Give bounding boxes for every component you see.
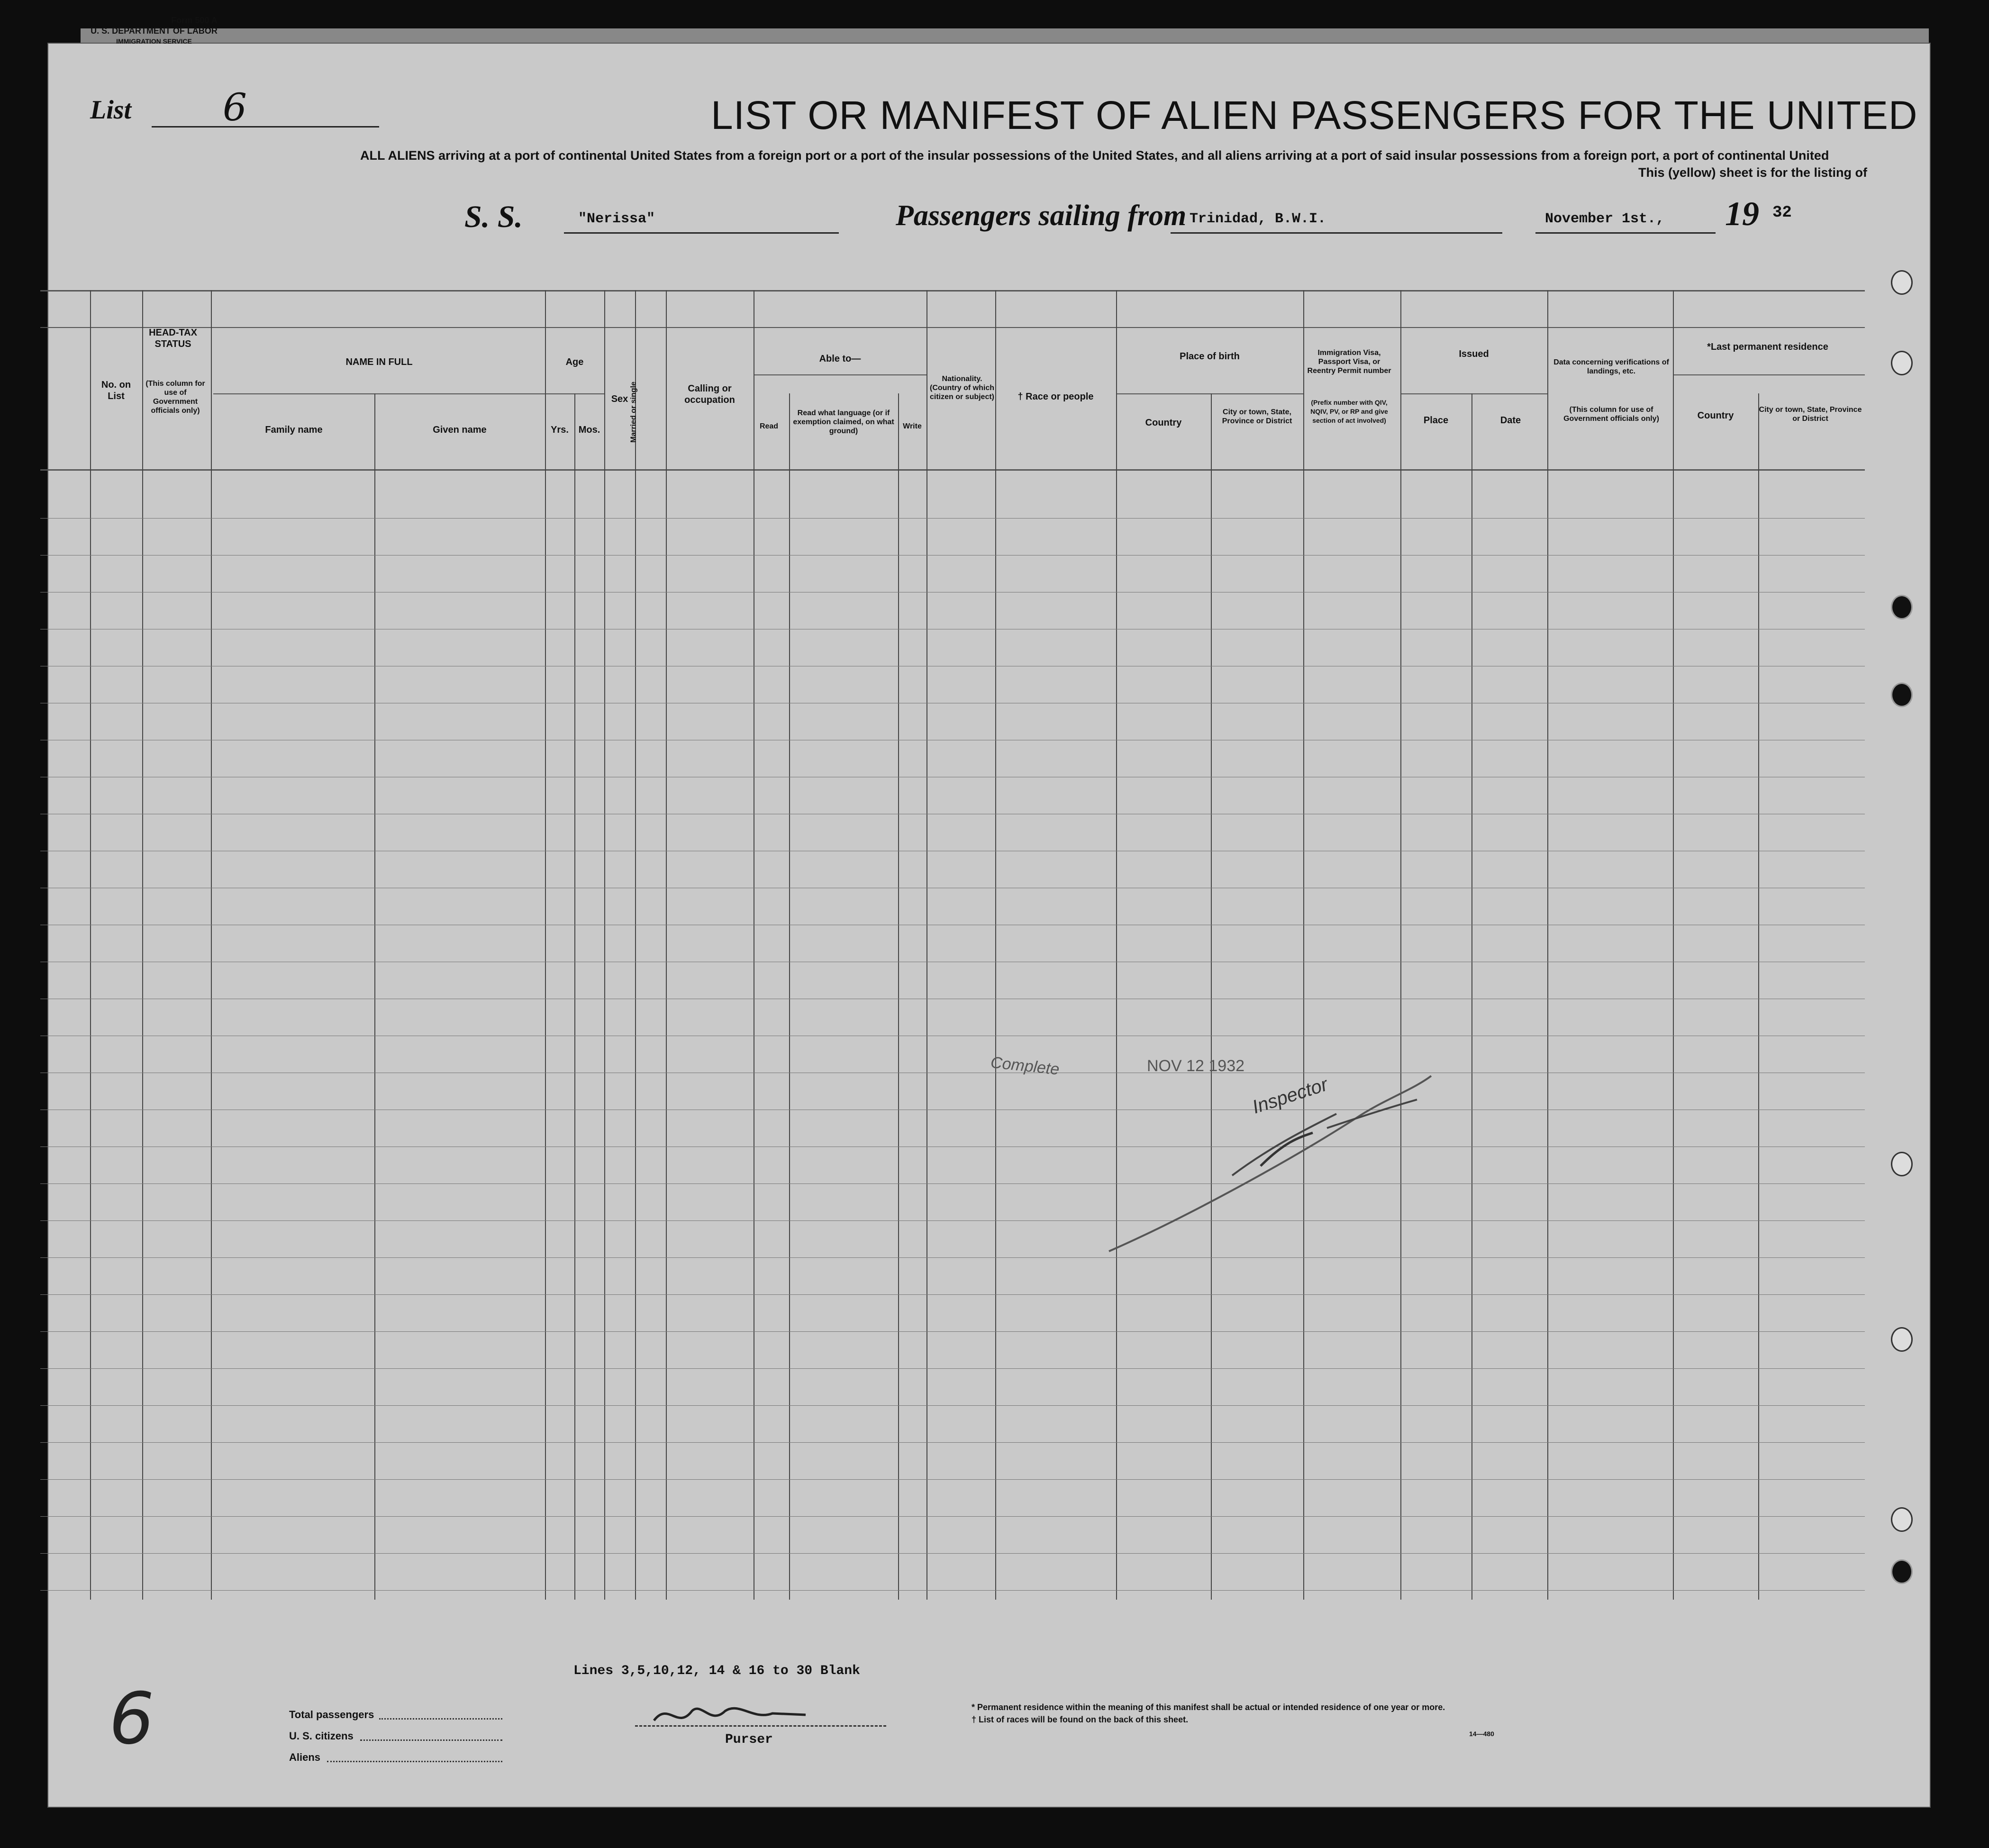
row-rule	[40, 1590, 1865, 1591]
header-visa-note: (Prefix number with QIV, NQIV, PV, or RP and give section of act involved)	[1310, 399, 1388, 424]
column-rule	[1758, 393, 1759, 1600]
column-rule	[374, 393, 375, 1600]
header-read: Read	[759, 422, 779, 430]
row-rule	[40, 1405, 1865, 1406]
header-given-name: Given name	[433, 425, 487, 435]
column-rule	[1547, 290, 1548, 1600]
ship-name: "Nerissa"	[578, 211, 655, 227]
aliens-label: Aliens	[289, 1751, 321, 1763]
punch-hole	[1891, 270, 1913, 295]
department: U. S. DEPARTMENT OF LABOR	[91, 26, 218, 36]
inspector-label: Inspector	[1250, 1074, 1331, 1118]
header-issued-place: Place	[1423, 415, 1449, 426]
header-verifications-note: (This column for use of Government officials only)	[1563, 406, 1659, 423]
header-read-lang: Read what language (or if exemption claimed, on what ground)	[793, 409, 894, 435]
punch-hole	[1891, 683, 1913, 707]
purser-line	[635, 1725, 886, 1727]
total-passengers-dots	[379, 1718, 502, 1720]
subheader-rule	[213, 393, 545, 394]
header-birth-city: City or town, State, Province or District	[1222, 408, 1292, 425]
manifest-sheet	[47, 43, 1931, 1808]
row-rule	[40, 1294, 1865, 1295]
punch-hole	[1891, 351, 1913, 375]
subtitle	[360, 147, 1867, 181]
column-rule	[1211, 393, 1212, 1600]
row-rule	[40, 1553, 1865, 1554]
header-res-city: City or town, State, Province or District	[1759, 406, 1862, 423]
purser-signature	[649, 1692, 848, 1735]
page-title: LIST OR MANIFEST OF ALIEN PASSENGERS FOR THE UNITED	[711, 93, 1918, 137]
ss-label: S. S.	[464, 200, 523, 234]
column-rule	[666, 290, 667, 1600]
header-able-to: Able to—	[819, 354, 861, 364]
header-married: Married or single	[629, 382, 638, 443]
header-place-of-birth: Place of birth	[1180, 351, 1240, 362]
subtitle-line-2: This (yellow) sheet is for the listing of	[1638, 165, 1867, 180]
purser-label: Purser	[725, 1732, 773, 1747]
punch-hole	[1891, 1152, 1913, 1176]
header-age: Age	[565, 357, 584, 367]
row-rule	[40, 1183, 1865, 1184]
header-mos: Mos.	[578, 425, 600, 435]
column-rule	[545, 290, 546, 1600]
complete-note: Complete	[990, 1053, 1061, 1079]
footnote-races: † List of races will be found on the back of this sheet.	[972, 1715, 1189, 1724]
column-rule	[90, 290, 91, 1600]
list-label: List	[90, 95, 132, 125]
row-rule	[40, 1479, 1865, 1480]
column-rule	[926, 290, 927, 1600]
header-issued-date: Date	[1500, 415, 1521, 426]
column-rule	[1303, 290, 1304, 1600]
row-rule	[40, 1257, 1865, 1258]
us-citizens-label: U. S. citizens	[289, 1730, 354, 1742]
punch-hole	[1891, 1507, 1913, 1532]
punch-hole	[1891, 1327, 1913, 1352]
punch-hole	[1891, 1559, 1913, 1584]
header-family-name: Family name	[265, 425, 323, 435]
header-rule	[40, 327, 1865, 328]
header-birth-country: Country	[1145, 418, 1182, 428]
column-rule	[211, 290, 212, 1600]
punch-hole	[1891, 595, 1913, 619]
column-rule	[789, 393, 790, 1600]
blank-lines-note: Lines 3,5,10,12, 14 & 16 to 30 Blank	[573, 1664, 860, 1678]
sailing-from: Trinidad, B.W.I.	[1190, 211, 1326, 227]
header-rule	[40, 469, 1865, 471]
form-code: 14—480	[1469, 1730, 1494, 1738]
header-last-residence: *Last permanent residence	[1707, 342, 1828, 352]
row-rule	[40, 1442, 1865, 1443]
row-rule	[40, 1331, 1865, 1332]
year-suffix: 32	[1772, 204, 1792, 222]
header-head-tax: HEAD-TAX STATUS	[149, 328, 197, 349]
aliens-dots	[327, 1761, 502, 1762]
margin-number: 6	[109, 1678, 154, 1760]
header-issued: Issued	[1459, 349, 1489, 359]
column-rule	[142, 290, 143, 1600]
column-rule	[1673, 290, 1674, 1600]
date-underline	[1535, 232, 1716, 234]
sailing-underline	[1171, 232, 1502, 234]
header-head-tax-note: (This column for use of Government officials only)	[145, 380, 205, 415]
header-sex: Sex	[611, 394, 628, 404]
header-verifications: Data concerning verifications of landings, etc.	[1553, 358, 1669, 375]
subheader-rule	[1673, 374, 1865, 375]
row-rule	[40, 1220, 1865, 1221]
row-rule	[40, 1516, 1865, 1517]
form-number: Form 500 A	[171, 16, 218, 25]
column-rule	[1471, 393, 1472, 1600]
row-rule	[40, 1368, 1865, 1369]
list-number: 6	[223, 85, 247, 129]
column-rule	[898, 393, 899, 1600]
column-rule	[1400, 290, 1401, 1600]
year-prefix: 19	[1725, 195, 1759, 233]
column-rule	[635, 290, 636, 1600]
total-passengers-label: Total passengers	[289, 1709, 374, 1721]
header-rule	[40, 290, 1865, 291]
column-rule	[1116, 290, 1117, 1600]
row-rule	[40, 518, 1865, 519]
ship-underline	[564, 232, 839, 234]
footnote-residence: * Permanent residence within the meaning of this manifest shall be actual or intended residence of one year or more.	[972, 1702, 1445, 1712]
header-race: † Race or people	[1017, 391, 1094, 402]
header-nationality: Nationality. (Country of which citizen or subject)	[929, 375, 995, 401]
form-header	[52, 15, 256, 46]
us-citizens-dots	[360, 1739, 502, 1741]
date-stamp: NOV 12 1932	[1147, 1057, 1245, 1075]
sailing-date: November 1st.,	[1545, 211, 1665, 227]
service: IMMIGRATION SERVICE	[116, 37, 192, 45]
header-yrs: Yrs.	[551, 425, 569, 435]
column-rule	[995, 290, 996, 1600]
header-calling: Calling or occupation	[684, 383, 735, 405]
header-visa: Immigration Visa, Passport Visa, or Reentry Permit number	[1307, 349, 1391, 375]
column-rule	[604, 290, 605, 1600]
subheader-rule	[1400, 393, 1547, 394]
subheader-rule	[1116, 393, 1303, 394]
header-res-country: Country	[1697, 410, 1734, 421]
subtitle-line-1: ALL ALIENS arriving at a port of continental United States from a foreign port or a port of the insular possessions of the United States, and all aliens arriving at a port of said insular possessions from a foreign port, a port of continental United	[360, 148, 1829, 163]
header-no-on-list: No. on List	[101, 380, 131, 401]
header-name-in-full: NAME IN FULL	[345, 357, 413, 367]
column-rule	[574, 393, 575, 1600]
list-underline	[152, 126, 379, 127]
header-write: Write	[903, 422, 922, 430]
sailing-label: Passengers sailing from	[896, 200, 1187, 232]
subheader-rule	[754, 374, 926, 375]
